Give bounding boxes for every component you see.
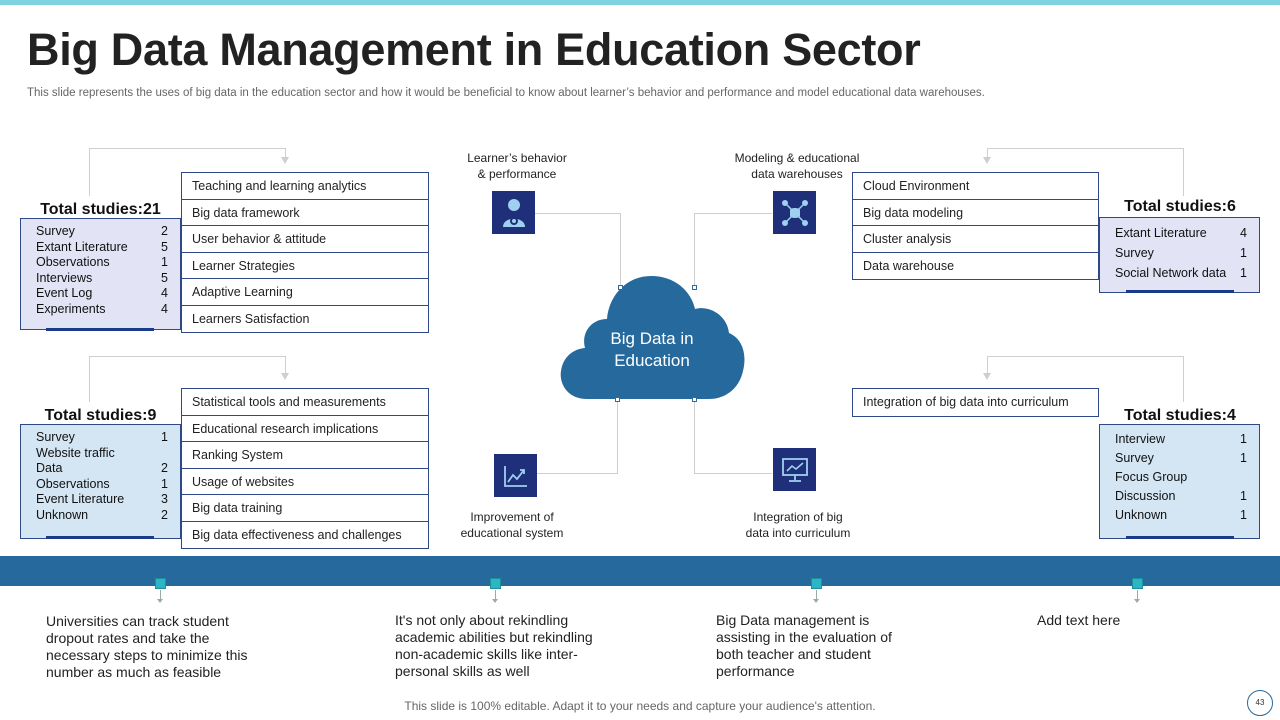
connection-dot	[692, 397, 697, 402]
box-accent-bar	[46, 328, 154, 331]
note-line: number as much as feasible	[46, 664, 222, 680]
topic-item: Data warehouse	[863, 258, 955, 273]
study-count: 1	[1240, 246, 1247, 260]
study-row	[36, 492, 168, 508]
studies-total-heading: Total studies:21	[40, 201, 161, 218]
cloud-label-line: Education	[614, 351, 690, 370]
cloud-connector-bottom-left	[537, 399, 618, 474]
study-row	[36, 508, 168, 524]
slide-subtitle: This slide represents the uses of big data in the education sector and how it would be beneficial to know about learner’s behavior and performance and model educational data warehouses.	[27, 87, 985, 99]
connector-arrow	[281, 157, 289, 164]
note-line: necessary steps to minimize this	[46, 647, 248, 663]
study-label: Survey	[36, 430, 75, 444]
topic-item: Ranking System	[182, 442, 428, 469]
marker-arrow	[1134, 599, 1140, 603]
database-network-icon-box	[773, 191, 816, 234]
page-number-badge: 43	[1247, 690, 1273, 716]
study-row	[36, 430, 168, 446]
caption-line: data into curriculum	[745, 526, 851, 540]
connector-bottom-left-drop	[285, 356, 286, 374]
study-label: Interview	[1115, 432, 1166, 446]
study-row	[36, 446, 168, 462]
topic-list-bottom-right	[852, 388, 1099, 417]
study-label: Social Network data	[1115, 266, 1227, 280]
cloud-connector-bottom-right	[694, 399, 772, 474]
topic-item: Integration of big data into curriculum	[863, 395, 1069, 409]
topic-item: Educational research implications	[182, 416, 428, 443]
study-row	[1115, 449, 1247, 468]
note-text	[395, 612, 655, 680]
study-count: 2	[161, 224, 168, 238]
topic-item: User behavior & attitude	[182, 226, 428, 253]
monitor-chart-icon-box	[773, 448, 816, 491]
caption-line: Modeling & educational	[734, 151, 860, 165]
note-line: non-academic skills like inter-	[395, 646, 578, 662]
studies-box	[1099, 217, 1260, 293]
study-count: 4	[161, 301, 168, 316]
study-label: Focus Group	[1115, 470, 1188, 484]
caption-line: data warehouses	[751, 167, 843, 181]
database-network-icon	[780, 198, 810, 228]
topic-item: Statistical tools and measurements	[182, 389, 428, 416]
note-line: assisting in the evaluation of	[716, 629, 892, 645]
connection-dot	[692, 285, 697, 290]
studies-box	[1099, 424, 1260, 539]
marker-arrow	[492, 599, 498, 603]
studies-total-heading: Total studies:4	[1124, 407, 1236, 424]
study-label: Interviews	[36, 270, 93, 285]
study-label: Experiments	[36, 301, 106, 316]
study-row	[36, 271, 168, 287]
study-count: 1	[1240, 266, 1247, 280]
marker-arrow	[157, 599, 163, 603]
topic-item: Big data framework	[182, 200, 428, 227]
caption-line: educational system	[460, 526, 564, 540]
cloud-label-line: Big Data in	[610, 329, 694, 348]
study-row	[1115, 243, 1247, 263]
study-label: Observations	[36, 255, 110, 269]
learner-icon	[501, 198, 527, 228]
study-row	[1115, 468, 1247, 487]
topic-item: Adaptive Learning	[182, 279, 428, 306]
box-accent-bar	[46, 536, 154, 539]
box-accent-bar	[1126, 290, 1234, 293]
study-label: Discussion	[1115, 489, 1176, 503]
connection-dot	[615, 397, 620, 402]
timeline-marker	[1132, 578, 1143, 589]
topic-item: Big data training	[182, 495, 428, 522]
topic-item: Cluster analysis	[853, 226, 1098, 253]
note-text	[716, 612, 976, 680]
study-row	[36, 302, 168, 318]
connection-dot	[618, 285, 623, 290]
study-count: 1	[161, 430, 168, 444]
study-count: 5	[161, 270, 168, 285]
topic-item: Learner Strategies	[182, 253, 428, 280]
study-label: Unknown	[1115, 508, 1168, 522]
note-line: dropout rates and take the	[46, 630, 210, 646]
study-label: Observations	[36, 476, 110, 491]
topic-item: Cloud Environment	[853, 173, 1098, 200]
study-row	[1115, 487, 1247, 506]
study-count: 3	[161, 492, 168, 506]
timeline-marker	[811, 578, 822, 589]
study-label: Extant Literature	[36, 239, 128, 254]
timeline-band	[0, 556, 1280, 586]
note-line: performance	[716, 663, 795, 679]
study-label: Website traffic	[36, 445, 115, 460]
note-line: It's not only about rekindling	[395, 612, 569, 628]
studies-box	[20, 424, 181, 539]
study-count: 1	[161, 255, 168, 269]
topic-list-top-left	[181, 172, 429, 333]
study-count: 1	[1240, 489, 1247, 503]
note-line: Add text here	[1037, 612, 1121, 628]
timeline-marker	[155, 578, 166, 589]
note-line: Big Data management is	[716, 612, 870, 628]
connector-arrow	[983, 157, 991, 164]
note-text	[46, 613, 306, 681]
study-count: 2	[161, 507, 168, 522]
study-label: Event Literature	[36, 492, 125, 506]
study-label: Data	[36, 461, 63, 475]
topic-item: Teaching and learning analytics	[182, 173, 428, 200]
study-label: Event Log	[36, 286, 93, 300]
learner-icon-box	[492, 191, 535, 234]
caption-learner-behavior	[447, 150, 587, 182]
caption-line: & performance	[477, 167, 557, 181]
study-row	[36, 240, 168, 256]
box-accent-bar	[1126, 536, 1234, 539]
caption-improvement	[442, 509, 582, 541]
study-count: 4	[1240, 226, 1247, 240]
topic-item: Learners Satisfaction	[192, 311, 310, 326]
study-count: 4	[161, 286, 168, 300]
note-line: both teacher and student	[716, 646, 871, 662]
connector-arrow	[281, 373, 289, 380]
slide-title: Big Data Management in Education Sector	[27, 24, 921, 75]
topic-list-bottom-left	[181, 388, 429, 549]
study-count: 1	[1240, 451, 1247, 465]
study-row	[36, 255, 168, 271]
caption-line: Learner’s behavior	[467, 151, 567, 165]
note-line: personal skills as well	[395, 663, 530, 679]
cloud-label	[559, 328, 745, 372]
study-row	[36, 461, 168, 477]
connector-bottom-right-drop	[987, 356, 988, 374]
study-row	[1115, 506, 1247, 525]
study-label: Survey	[1115, 451, 1154, 465]
study-row	[36, 477, 168, 493]
study-row	[1115, 223, 1247, 243]
study-row	[1115, 430, 1247, 449]
note-line: Universities can track student	[46, 613, 229, 629]
connector-arrow	[983, 373, 991, 380]
studies-total-heading: Total studies:9	[44, 407, 157, 424]
study-label: Survey	[36, 224, 75, 238]
topic-item: Big data effectiveness and challenges	[192, 527, 402, 542]
study-label: Extant Literature	[1115, 226, 1207, 240]
study-row	[36, 224, 168, 240]
study-count: 1	[161, 476, 168, 491]
timeline-marker	[490, 578, 501, 589]
caption-line: Integration of big	[753, 510, 843, 524]
study-row	[36, 286, 168, 302]
study-count: 5	[161, 239, 168, 254]
line-chart-icon	[503, 464, 529, 488]
slide-footer: This slide is 100% editable. Adapt it to your needs and capture your audience's attention.	[404, 699, 876, 713]
line-chart-icon-box	[494, 454, 537, 497]
topic-item: Big data modeling	[853, 200, 1098, 227]
topic-item: Usage of websites	[182, 469, 428, 496]
note-text	[1037, 612, 1237, 629]
study-label: Survey	[1115, 246, 1154, 260]
study-count: 1	[1240, 508, 1247, 522]
caption-integration	[718, 509, 878, 541]
studies-total-heading: Total studies:6	[1124, 198, 1236, 215]
monitor-chart-icon	[781, 457, 809, 483]
marker-arrow	[813, 599, 819, 603]
study-label: Unknown	[36, 507, 89, 522]
caption-line: Improvement of	[470, 510, 554, 524]
study-count: 2	[161, 461, 168, 475]
top-accent-bar	[0, 0, 1280, 5]
study-count: 1	[1240, 432, 1247, 446]
studies-box	[20, 218, 181, 330]
topic-list-top-right	[852, 172, 1099, 280]
study-row	[1115, 263, 1247, 283]
note-line: academic abilities but rekindling	[395, 629, 593, 645]
